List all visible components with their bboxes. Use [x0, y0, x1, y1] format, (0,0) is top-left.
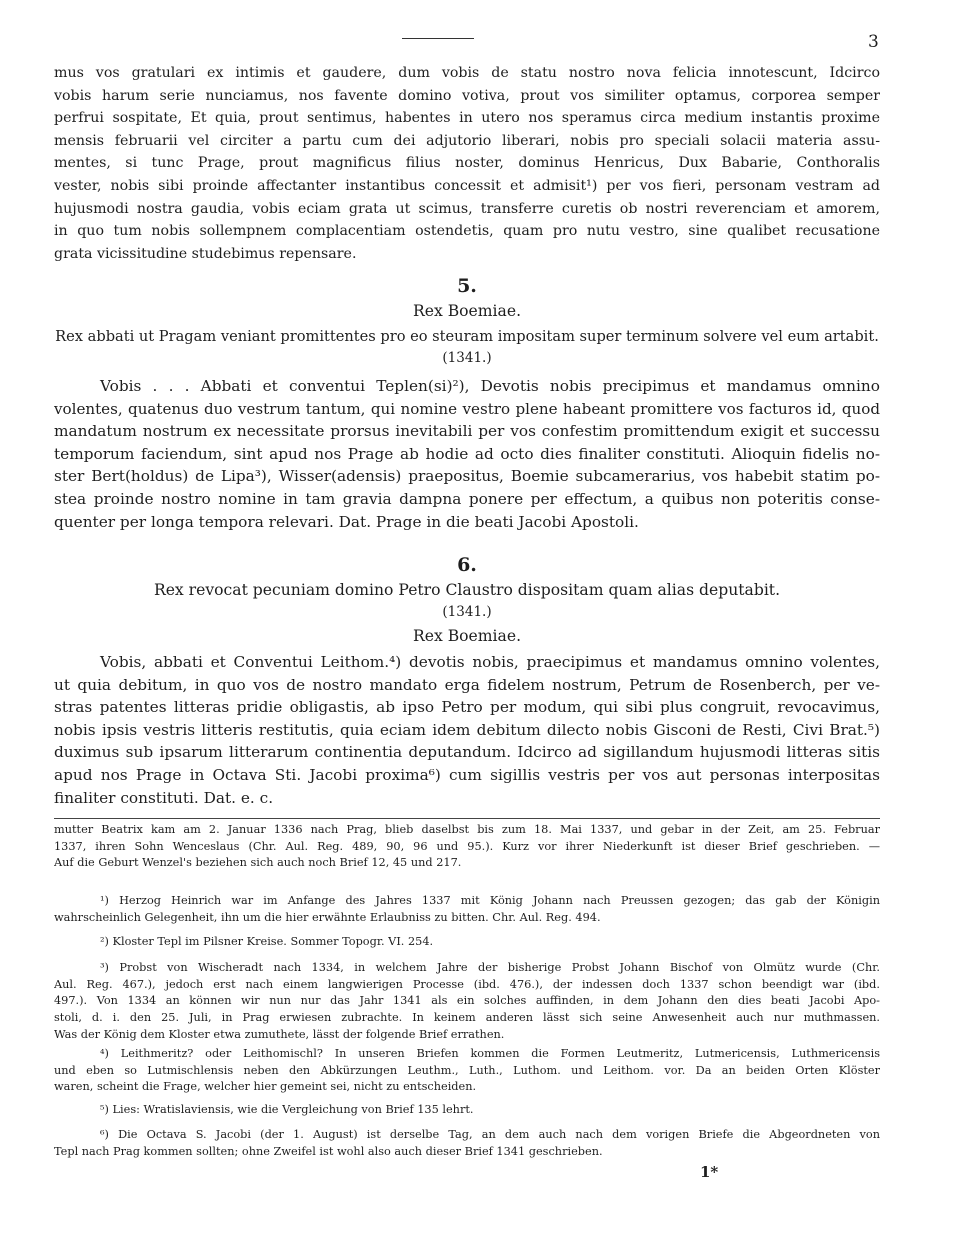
text-line: finaliter constituti. Dat. e. c.: [54, 788, 274, 807]
footnote-4: [54, 1046, 880, 1096]
section-5-summary: Rex abbati ut Pragam veniant promittentes pro eo steuram impositam super terminum solvere vel eum artabit.: [55, 328, 879, 345]
footnote-line: ²) Kloster Tepl im Pilsner Kreise. Sommer Topogr. VI. 254.: [100, 935, 434, 948]
footnote-divider: [54, 818, 880, 819]
footnote-line: und eben so Lutmischlensis neben den Abkürzungen Leuthm., Luth., Luthom. und Leithom. vor. Da an beiden Orten Klöster: [54, 1063, 880, 1077]
footnote-6: [54, 1127, 880, 1160]
text-line: mentes, si tunc Prage, prout magnificus filius noster, dominus Henricus, Dux Babarie, Conthoralis: [54, 155, 880, 172]
text-line: mus vos gratulari ex intimis et gaudere, dum vobis de statu nostro nova felicia innotescunt, Idcirco: [54, 65, 880, 81]
text-line: apud nos Prage in Octava Sti. Jacobi proxima⁶) cum sigillis vestris per vos aut personas interpositas: [54, 765, 880, 784]
text-line: grata vicissitudine studebimus repensare.: [54, 245, 357, 262]
section-5-year: (1341.): [442, 350, 492, 366]
text-line: temporum faciendum, sint apud nos Prage ab hodie ad octo dies finaliter constituti. Alioquin fidelis no-: [54, 444, 880, 463]
footnote-line: ⁶) Die Octava S. Jacobi (der 1. August) ist derselbe Tag, an dem auch nach dem vorigen Briefe die Abgeordneten von: [100, 1128, 880, 1141]
footnote-line: mutter Beatrix kam am 2. Januar 1336 nach Prag, blieb daselbst bis zum 18. Mai 1337, und gebar in der Zeit, am 25. Februar: [54, 823, 880, 836]
text-line: Vobis, abbati et Conventui Leithom.⁴) devotis nobis, praecipimus et mandamus omnino volentes,: [100, 653, 880, 671]
text-line: hujusmodi nostra gaudia, vobis eciam grata ut scimus, transferre curetis ob nostri reverenciam et amorem,: [54, 200, 880, 217]
text-line: volentes, quatenus duo vestrum tantum, qui nomine vestro plene habeant promittere vos facturos id, quod: [54, 399, 880, 418]
footnote-5: [54, 1102, 880, 1119]
footnote-line: 1337, ihren Sohn Wenceslaus (Chr. Aul. Reg. 489, 90, 96 und 95.). Kurz vor ihrer Niederkunft ist dieser Brief geschrieben. —: [54, 839, 880, 853]
text-line: nobis ipsis vestris litteris restitutis, quia eciam idem debitum dilecto nobis Gisconi de Resti, Civi Brat.⁵): [54, 720, 880, 739]
intro-paragraph: [54, 62, 880, 265]
text-line: vobis harum serie nunciamus, nos favente domino votiva, prout vos similiter optamus, corporea semper: [54, 87, 880, 104]
section-5-number: 5.: [457, 275, 477, 297]
text-line: vester, nobis sibi proinde affectanter instantibus concessit et admisit¹) per vos fieri, personam vestram ad: [54, 177, 880, 194]
text-line: ut quia debitum, in quo vos de nostro mandato erga fidelem nostrum, Petrum de Rosenberch, per ve-: [54, 675, 880, 694]
header-rule: [402, 38, 474, 39]
section-6-summary: Rex revocat pecuniam domino Petro Claustro dispositam quam alias deputabit.: [153, 581, 781, 599]
footnote-line: Tepl nach Prag kommen sollten; ohne Zweifel ist wohl also auch dieser Brief 1341 geschrieben.: [54, 1144, 603, 1158]
footnote-2: [54, 934, 880, 951]
section-6-sender: Rex Boemiae.: [412, 627, 522, 645]
footnote-line: Aul. Reg. 467.), jedoch erst nach einem langwierigen Processe (ibd. 476.), der indessen doch 1337 schon beendigt war (ibd.: [54, 977, 880, 991]
footnote-1: [54, 893, 880, 926]
section-6-year: (1341.): [442, 604, 492, 620]
footnote-line: ³) Probst von Wischeradt nach 1334, in welchem Jahre der bisherige Probst Johann Bischof von Olmütz wurde (Chr.: [100, 961, 880, 974]
footnote-line: Was der König dem Kloster etwa zumuthete, lässt der folgende Brief errathen.: [54, 1027, 505, 1041]
footnote-line: ⁴) Leithmeritz? oder Leithomischl? In unseren Briefen kommen die Formen Leutmeritz, Lutmericensis, Luthmericensis: [100, 1047, 880, 1060]
text-line: mensis februarii vel circiter a partu cum dei adjutorio liberari, nobis pro speciali solacii materia assu-: [54, 132, 880, 149]
text-line: mandatum nostrum ex necessitate prorsus inevitabili per vos confestim promittendum exigit et successu: [54, 422, 880, 441]
text-line: in quo tum nobis sollempnem complacentiam ostendetis, quam pro nutu vestro, sine qualibet recusatione: [54, 223, 880, 240]
footnote-line: Auf die Geburt Wenzel's beziehen sich auch noch Brief 12, 45 und 217.: [54, 856, 462, 870]
text-line: ster Bert(holdus) de Lipa³), Wisser(adensis) praepositus, Boemie subcamerarius, vos habebit statim po-: [54, 467, 880, 486]
text-line: stea proinde nostro nomine in tam gravia dampna ponere per effectum, a quibus non poteritis conse-: [54, 489, 880, 508]
footnote-line: ⁵) Lies: Wratislaviensis, wie die Vergleichung von Brief 135 lehrt.: [100, 1103, 474, 1116]
footnote-continuation: [54, 822, 880, 872]
section-5-body: [54, 375, 880, 533]
section-6-body: [54, 651, 880, 809]
text-line: quenter per longa tempora relevari. Dat. Prage in die beati Jacobi Apostoli.: [54, 512, 639, 531]
section-5-sender: Rex Boemiae.: [412, 302, 522, 320]
signature-mark: 1*: [700, 1163, 719, 1181]
text-line: Vobis . . . Abbati et conventui Teplen(si)²), Devotis nobis precipimus et mandamus omnino: [100, 377, 880, 395]
footnote-line: ¹) Herzog Heinrich war im Anfange des Jahres 1337 mit König Johann nach Preussen gezogen; das gab der Königin: [100, 894, 880, 907]
page-number: 3: [868, 32, 879, 52]
footnote-line: wahrscheinlich Gelegenheit, ihn um die hier erwähnte Erlaubniss zu bitten. Chr. Aul. Reg. 494.: [54, 910, 601, 924]
text-line: duximus sub ipsarum litterarum continentia deputandum. Idcirco ad sigillandum hujusmodi litteras sitis: [54, 743, 880, 762]
footnote-line: waren, scheint die Frage, welcher hier gemeint sei, nicht zu entscheiden.: [54, 1080, 477, 1094]
footnote-3: [54, 960, 880, 1043]
text-line: stras patentes litteras pridie obligastis, ab ipso Petro per modum, qui sibi plus congruit, revocavimus,: [54, 698, 880, 717]
text-line: perfrui sospitate, Et quia, prout sentimus, habentes in utero nos speramus circa medium instantis proxime: [54, 110, 880, 127]
footnote-line: 497.). Von 1334 an können wir nun nur das Jahr 1341 als ein solches auffinden, in dem Johann den dies beati Jacobi Apo-: [54, 994, 880, 1008]
section-6-number: 6.: [457, 554, 477, 576]
footnote-line: stoli, d. i. den 25. Juli, in Prag erwiesen zubrachte. In keinem anderen lässt sich seine Anwesenheit auch nur muthmassen.: [54, 1011, 880, 1025]
